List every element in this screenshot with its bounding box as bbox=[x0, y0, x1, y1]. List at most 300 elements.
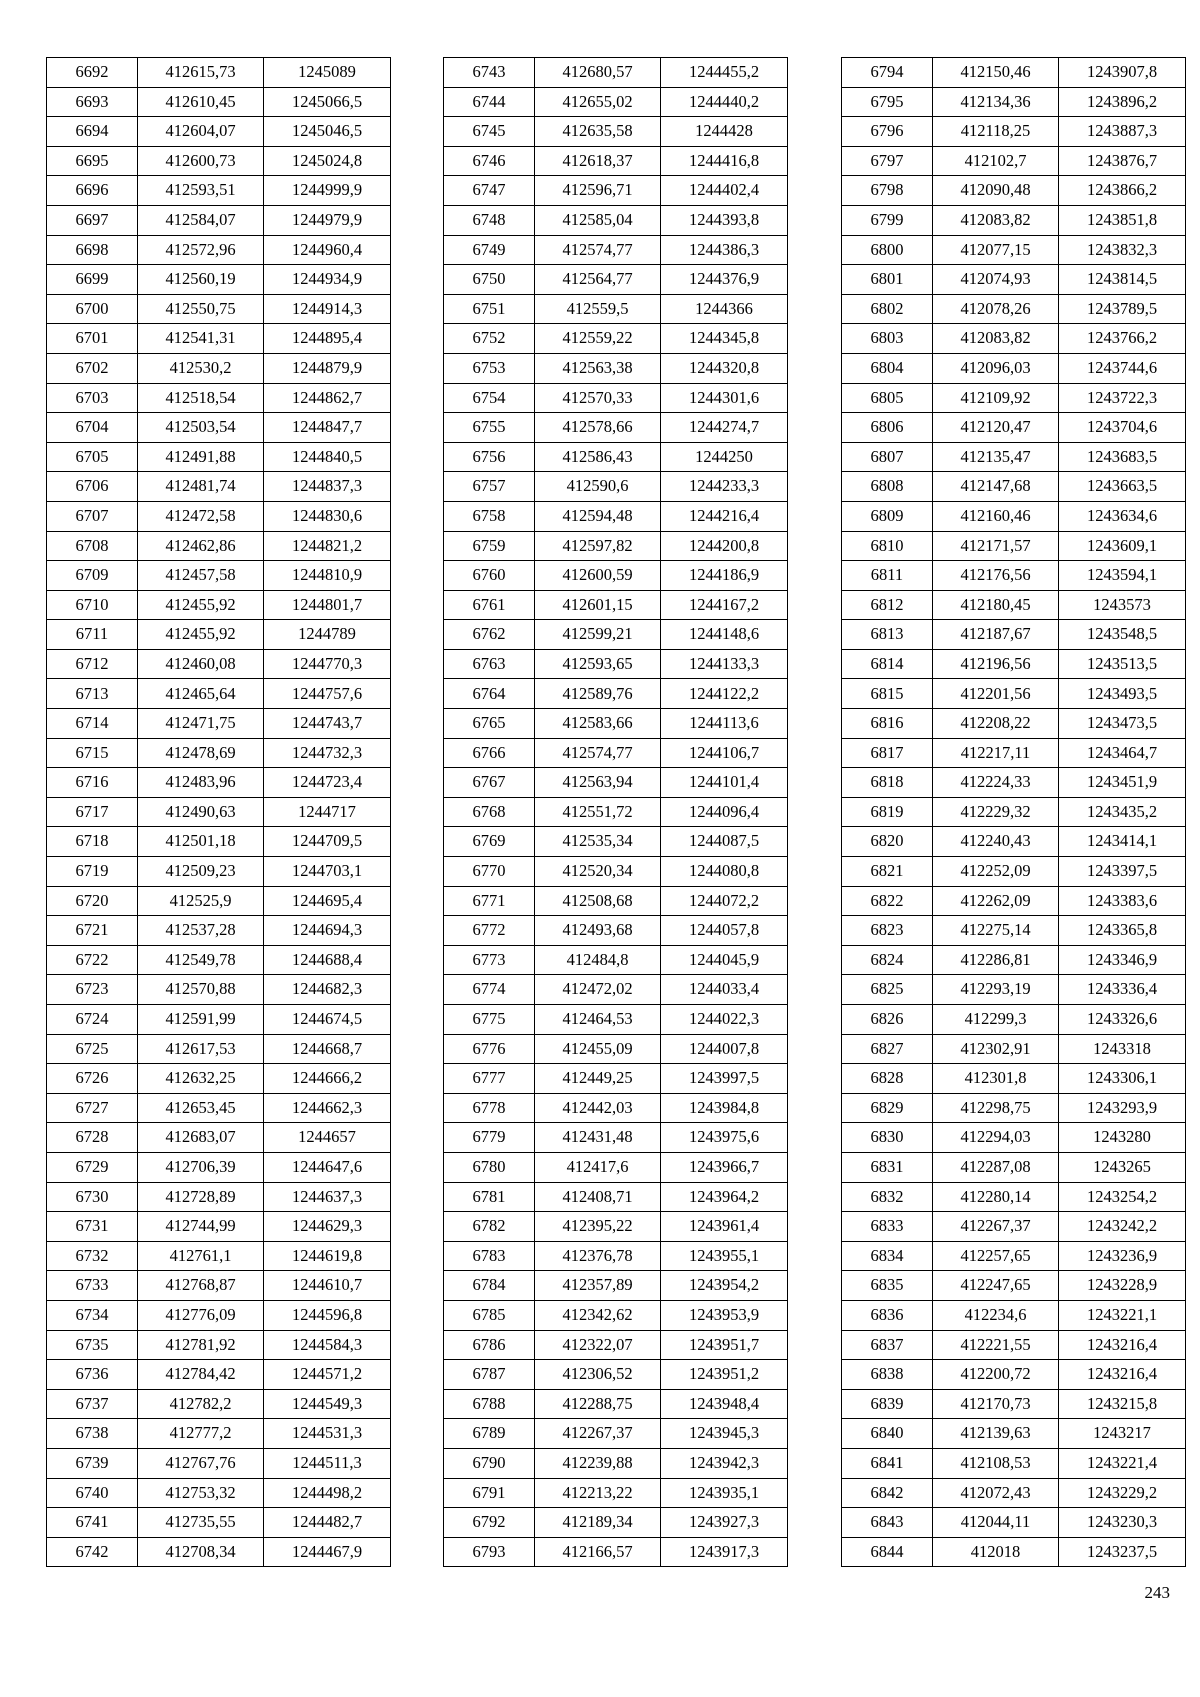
table-row bbox=[47, 738, 391, 768]
x-coordinate-cell: 412680,57 bbox=[535, 58, 661, 88]
x-coordinate-cell: 412559,22 bbox=[535, 324, 661, 354]
y-coordinate-cell: 1244637,3 bbox=[264, 1182, 391, 1212]
y-coordinate-cell: 1244821,2 bbox=[264, 531, 391, 561]
table-row bbox=[47, 1537, 391, 1567]
x-coordinate-cell: 412090,48 bbox=[933, 176, 1059, 206]
point-number-cell: 6692 bbox=[47, 58, 138, 88]
x-coordinate-cell: 412781,92 bbox=[138, 1330, 264, 1360]
x-coordinate-cell: 412551,72 bbox=[535, 797, 661, 827]
x-coordinate-cell: 412635,58 bbox=[535, 117, 661, 147]
point-number-cell: 6810 bbox=[842, 531, 933, 561]
table-row bbox=[842, 709, 1186, 739]
point-number-cell: 6725 bbox=[47, 1034, 138, 1064]
y-coordinate-cell: 1244695,4 bbox=[264, 886, 391, 916]
y-coordinate-cell: 1243984,8 bbox=[661, 1093, 788, 1123]
x-coordinate-cell: 412449,25 bbox=[535, 1064, 661, 1094]
y-coordinate-cell: 1244274,7 bbox=[661, 413, 788, 443]
point-number-cell: 6795 bbox=[842, 87, 933, 117]
x-coordinate-cell: 412455,92 bbox=[138, 620, 264, 650]
y-coordinate-cell: 1244629,3 bbox=[264, 1212, 391, 1242]
x-coordinate-cell: 412109,92 bbox=[933, 383, 1059, 413]
x-coordinate-cell: 412596,71 bbox=[535, 176, 661, 206]
y-coordinate-cell: 1243975,6 bbox=[661, 1123, 788, 1153]
y-coordinate-cell: 1243851,8 bbox=[1059, 205, 1186, 235]
y-coordinate-cell: 1244810,9 bbox=[264, 561, 391, 591]
y-coordinate-cell: 1243683,5 bbox=[1059, 442, 1186, 472]
table-row bbox=[842, 87, 1186, 117]
x-coordinate-cell: 412262,09 bbox=[933, 886, 1059, 916]
point-number-cell: 6784 bbox=[444, 1271, 535, 1301]
table-row bbox=[444, 1212, 788, 1242]
y-coordinate-cell: 1243513,5 bbox=[1059, 649, 1186, 679]
x-coordinate-cell: 412408,71 bbox=[535, 1182, 661, 1212]
y-coordinate-cell: 1243951,2 bbox=[661, 1360, 788, 1390]
table-row bbox=[842, 1330, 1186, 1360]
table-row bbox=[47, 413, 391, 443]
x-coordinate-cell: 412294,03 bbox=[933, 1123, 1059, 1153]
point-number-cell: 6786 bbox=[444, 1330, 535, 1360]
table-row bbox=[842, 442, 1186, 472]
table-row bbox=[842, 205, 1186, 235]
point-number-cell: 6714 bbox=[47, 709, 138, 739]
coordinate-table-2 bbox=[443, 57, 788, 1567]
table-row bbox=[444, 1389, 788, 1419]
x-coordinate-cell: 412267,37 bbox=[933, 1212, 1059, 1242]
y-coordinate-cell: 1243573 bbox=[1059, 590, 1186, 620]
y-coordinate-cell: 1243365,8 bbox=[1059, 916, 1186, 946]
y-coordinate-cell: 1244301,6 bbox=[661, 383, 788, 413]
table-row bbox=[842, 649, 1186, 679]
table-row bbox=[842, 531, 1186, 561]
table-row bbox=[47, 1330, 391, 1360]
y-coordinate-cell: 1244080,8 bbox=[661, 857, 788, 887]
point-number-cell: 6743 bbox=[444, 58, 535, 88]
table-row bbox=[47, 1212, 391, 1242]
y-coordinate-cell: 1243216,4 bbox=[1059, 1360, 1186, 1390]
table-row bbox=[842, 857, 1186, 887]
table-row bbox=[47, 1389, 391, 1419]
y-coordinate-cell: 1243293,9 bbox=[1059, 1093, 1186, 1123]
point-number-cell: 6763 bbox=[444, 649, 535, 679]
point-number-cell: 6701 bbox=[47, 324, 138, 354]
x-coordinate-cell: 412078,26 bbox=[933, 294, 1059, 324]
table-row bbox=[444, 679, 788, 709]
point-number-cell: 6705 bbox=[47, 442, 138, 472]
y-coordinate-cell: 1244743,7 bbox=[264, 709, 391, 739]
table-row bbox=[47, 87, 391, 117]
point-number-cell: 6717 bbox=[47, 797, 138, 827]
point-number-cell: 6716 bbox=[47, 768, 138, 798]
table-row bbox=[444, 916, 788, 946]
x-coordinate-cell: 412508,68 bbox=[535, 886, 661, 916]
table-row bbox=[47, 1478, 391, 1508]
point-number-cell: 6756 bbox=[444, 442, 535, 472]
x-coordinate-cell: 412288,75 bbox=[535, 1389, 661, 1419]
table-row bbox=[444, 235, 788, 265]
table-row bbox=[47, 1300, 391, 1330]
y-coordinate-cell: 1243917,3 bbox=[661, 1537, 788, 1567]
x-coordinate-cell: 412520,34 bbox=[535, 857, 661, 887]
table-row bbox=[842, 886, 1186, 916]
point-number-cell: 6785 bbox=[444, 1300, 535, 1330]
coordinate-table-3 bbox=[841, 57, 1186, 1567]
point-number-cell: 6708 bbox=[47, 531, 138, 561]
point-number-cell: 6741 bbox=[47, 1508, 138, 1538]
point-number-cell: 6735 bbox=[47, 1330, 138, 1360]
table-row bbox=[47, 561, 391, 591]
x-coordinate-cell: 412301,8 bbox=[933, 1064, 1059, 1094]
table-row bbox=[47, 1064, 391, 1094]
x-coordinate-cell: 412653,45 bbox=[138, 1093, 264, 1123]
point-number-cell: 6744 bbox=[444, 87, 535, 117]
x-coordinate-cell: 412761,1 bbox=[138, 1241, 264, 1271]
x-coordinate-cell: 412252,09 bbox=[933, 857, 1059, 887]
point-number-cell: 6799 bbox=[842, 205, 933, 235]
y-coordinate-cell: 1244087,5 bbox=[661, 827, 788, 857]
point-number-cell: 6790 bbox=[444, 1448, 535, 1478]
point-number-cell: 6711 bbox=[47, 620, 138, 650]
x-coordinate-cell: 412593,65 bbox=[535, 649, 661, 679]
point-number-cell: 6715 bbox=[47, 738, 138, 768]
table-row bbox=[444, 1064, 788, 1094]
y-coordinate-cell: 1243242,2 bbox=[1059, 1212, 1186, 1242]
y-coordinate-cell: 1244482,7 bbox=[264, 1508, 391, 1538]
table-row bbox=[444, 324, 788, 354]
table-row bbox=[444, 1330, 788, 1360]
y-coordinate-cell: 1244366 bbox=[661, 294, 788, 324]
table-row bbox=[47, 679, 391, 709]
x-coordinate-cell: 412597,82 bbox=[535, 531, 661, 561]
point-number-cell: 6807 bbox=[842, 442, 933, 472]
point-number-cell: 6827 bbox=[842, 1034, 933, 1064]
table-row bbox=[444, 975, 788, 1005]
table-row bbox=[47, 58, 391, 88]
y-coordinate-cell: 1244647,6 bbox=[264, 1152, 391, 1182]
x-coordinate-cell: 412083,82 bbox=[933, 324, 1059, 354]
x-coordinate-cell: 412491,88 bbox=[138, 442, 264, 472]
point-number-cell: 6818 bbox=[842, 768, 933, 798]
point-number-cell: 6758 bbox=[444, 501, 535, 531]
y-coordinate-cell: 1243814,5 bbox=[1059, 265, 1186, 295]
x-coordinate-cell: 412224,33 bbox=[933, 768, 1059, 798]
point-number-cell: 6792 bbox=[444, 1508, 535, 1538]
y-coordinate-cell: 1244801,7 bbox=[264, 590, 391, 620]
y-coordinate-cell: 1243744,6 bbox=[1059, 353, 1186, 383]
y-coordinate-cell: 1244979,9 bbox=[264, 205, 391, 235]
point-number-cell: 6822 bbox=[842, 886, 933, 916]
point-number-cell: 6811 bbox=[842, 561, 933, 591]
x-coordinate-cell: 412376,78 bbox=[535, 1241, 661, 1271]
y-coordinate-cell: 1244007,8 bbox=[661, 1034, 788, 1064]
x-coordinate-cell: 412275,14 bbox=[933, 916, 1059, 946]
point-number-cell: 6767 bbox=[444, 768, 535, 798]
y-coordinate-cell: 1243228,9 bbox=[1059, 1271, 1186, 1301]
y-coordinate-cell: 1244596,8 bbox=[264, 1300, 391, 1330]
point-number-cell: 6829 bbox=[842, 1093, 933, 1123]
point-number-cell: 6753 bbox=[444, 353, 535, 383]
table-row bbox=[47, 1241, 391, 1271]
x-coordinate-cell: 412287,08 bbox=[933, 1152, 1059, 1182]
point-number-cell: 6739 bbox=[47, 1448, 138, 1478]
x-coordinate-cell: 412585,04 bbox=[535, 205, 661, 235]
x-coordinate-cell: 412493,68 bbox=[535, 916, 661, 946]
y-coordinate-cell: 1243789,5 bbox=[1059, 294, 1186, 324]
y-coordinate-cell: 1243383,6 bbox=[1059, 886, 1186, 916]
point-number-cell: 6754 bbox=[444, 383, 535, 413]
x-coordinate-cell: 412221,55 bbox=[933, 1330, 1059, 1360]
x-coordinate-cell: 412490,63 bbox=[138, 797, 264, 827]
table-row bbox=[47, 649, 391, 679]
table-row bbox=[444, 857, 788, 887]
table-row bbox=[444, 1300, 788, 1330]
x-coordinate-cell: 412563,94 bbox=[535, 768, 661, 798]
table-row bbox=[444, 58, 788, 88]
x-coordinate-cell: 412537,28 bbox=[138, 916, 264, 946]
x-coordinate-cell: 412776,09 bbox=[138, 1300, 264, 1330]
y-coordinate-cell: 1244045,9 bbox=[661, 945, 788, 975]
table-row bbox=[47, 1360, 391, 1390]
point-number-cell: 6707 bbox=[47, 501, 138, 531]
y-coordinate-cell: 1244688,4 bbox=[264, 945, 391, 975]
point-number-cell: 6727 bbox=[47, 1093, 138, 1123]
point-number-cell: 6834 bbox=[842, 1241, 933, 1271]
point-number-cell: 6747 bbox=[444, 176, 535, 206]
table-row bbox=[842, 1123, 1186, 1153]
point-number-cell: 6769 bbox=[444, 827, 535, 857]
x-coordinate-cell: 412083,82 bbox=[933, 205, 1059, 235]
x-coordinate-cell: 412483,96 bbox=[138, 768, 264, 798]
y-coordinate-cell: 1243326,6 bbox=[1059, 1005, 1186, 1035]
y-coordinate-cell: 1244657 bbox=[264, 1123, 391, 1153]
y-coordinate-cell: 1244999,9 bbox=[264, 176, 391, 206]
table-row bbox=[842, 1389, 1186, 1419]
y-coordinate-cell: 1244320,8 bbox=[661, 353, 788, 383]
y-coordinate-cell: 1243346,9 bbox=[1059, 945, 1186, 975]
x-coordinate-cell: 412708,34 bbox=[138, 1537, 264, 1567]
y-coordinate-cell: 1243896,2 bbox=[1059, 87, 1186, 117]
point-number-cell: 6797 bbox=[842, 146, 933, 176]
y-coordinate-cell: 1244531,3 bbox=[264, 1419, 391, 1449]
y-coordinate-cell: 1243964,2 bbox=[661, 1182, 788, 1212]
table-row bbox=[444, 1508, 788, 1538]
table-row bbox=[444, 709, 788, 739]
table-row bbox=[47, 1034, 391, 1064]
table-row bbox=[842, 383, 1186, 413]
y-coordinate-cell: 1245024,8 bbox=[264, 146, 391, 176]
table-row bbox=[842, 768, 1186, 798]
point-number-cell: 6729 bbox=[47, 1152, 138, 1182]
y-coordinate-cell: 1243217 bbox=[1059, 1419, 1186, 1449]
y-coordinate-cell: 1244619,8 bbox=[264, 1241, 391, 1271]
table-row bbox=[47, 353, 391, 383]
x-coordinate-cell: 412604,07 bbox=[138, 117, 264, 147]
y-coordinate-cell: 1243966,7 bbox=[661, 1152, 788, 1182]
x-coordinate-cell: 412472,02 bbox=[535, 975, 661, 1005]
table-row bbox=[842, 1212, 1186, 1242]
point-number-cell: 6823 bbox=[842, 916, 933, 946]
x-coordinate-cell: 412044,11 bbox=[933, 1508, 1059, 1538]
table-row bbox=[842, 235, 1186, 265]
x-coordinate-cell: 412753,32 bbox=[138, 1478, 264, 1508]
x-coordinate-cell: 412187,67 bbox=[933, 620, 1059, 650]
y-coordinate-cell: 1243237,5 bbox=[1059, 1537, 1186, 1567]
point-number-cell: 6794 bbox=[842, 58, 933, 88]
table-row bbox=[47, 975, 391, 1005]
x-coordinate-cell: 412574,77 bbox=[535, 235, 661, 265]
point-number-cell: 6760 bbox=[444, 561, 535, 591]
y-coordinate-cell: 1244723,4 bbox=[264, 768, 391, 798]
table-row bbox=[842, 1152, 1186, 1182]
table-row bbox=[842, 1300, 1186, 1330]
page-number: 243 bbox=[1144, 1583, 1170, 1602]
table-row bbox=[47, 294, 391, 324]
point-number-cell: 6703 bbox=[47, 383, 138, 413]
x-coordinate-cell: 412584,07 bbox=[138, 205, 264, 235]
y-coordinate-cell: 1244096,4 bbox=[661, 797, 788, 827]
table-row bbox=[444, 1419, 788, 1449]
point-number-cell: 6837 bbox=[842, 1330, 933, 1360]
x-coordinate-cell: 412503,54 bbox=[138, 413, 264, 443]
y-coordinate-cell: 1244674,5 bbox=[264, 1005, 391, 1035]
y-coordinate-cell: 1244934,9 bbox=[264, 265, 391, 295]
x-coordinate-cell: 412077,15 bbox=[933, 235, 1059, 265]
table-row bbox=[47, 265, 391, 295]
table-row bbox=[842, 827, 1186, 857]
y-coordinate-cell: 1243663,5 bbox=[1059, 472, 1186, 502]
y-coordinate-cell: 1244416,8 bbox=[661, 146, 788, 176]
table-row bbox=[444, 1537, 788, 1567]
point-number-cell: 6742 bbox=[47, 1537, 138, 1567]
x-coordinate-cell: 412200,72 bbox=[933, 1360, 1059, 1390]
point-number-cell: 6821 bbox=[842, 857, 933, 887]
x-coordinate-cell: 412102,7 bbox=[933, 146, 1059, 176]
x-coordinate-cell: 412767,76 bbox=[138, 1448, 264, 1478]
point-number-cell: 6770 bbox=[444, 857, 535, 887]
table-row bbox=[842, 1478, 1186, 1508]
y-coordinate-cell: 1243336,4 bbox=[1059, 975, 1186, 1005]
table-row bbox=[842, 1241, 1186, 1271]
x-coordinate-cell: 412460,08 bbox=[138, 649, 264, 679]
x-coordinate-cell: 412189,34 bbox=[535, 1508, 661, 1538]
table-row bbox=[842, 146, 1186, 176]
x-coordinate-cell: 412120,47 bbox=[933, 413, 1059, 443]
y-coordinate-cell: 1243887,3 bbox=[1059, 117, 1186, 147]
point-number-cell: 6693 bbox=[47, 87, 138, 117]
point-number-cell: 6778 bbox=[444, 1093, 535, 1123]
table-row bbox=[444, 265, 788, 295]
point-number-cell: 6796 bbox=[842, 117, 933, 147]
x-coordinate-cell: 412589,76 bbox=[535, 679, 661, 709]
table-row bbox=[842, 324, 1186, 354]
table-row bbox=[47, 205, 391, 235]
point-number-cell: 6800 bbox=[842, 235, 933, 265]
point-number-cell: 6745 bbox=[444, 117, 535, 147]
point-number-cell: 6719 bbox=[47, 857, 138, 887]
table-row bbox=[47, 768, 391, 798]
table-row bbox=[47, 531, 391, 561]
y-coordinate-cell: 1243221,1 bbox=[1059, 1300, 1186, 1330]
point-number-cell: 6774 bbox=[444, 975, 535, 1005]
y-coordinate-cell: 1243997,5 bbox=[661, 1064, 788, 1094]
point-number-cell: 6759 bbox=[444, 531, 535, 561]
y-coordinate-cell: 1245089 bbox=[264, 58, 391, 88]
table-row bbox=[47, 472, 391, 502]
table-row bbox=[444, 649, 788, 679]
y-coordinate-cell: 1244455,2 bbox=[661, 58, 788, 88]
table-row bbox=[842, 1064, 1186, 1094]
point-number-cell: 6835 bbox=[842, 1271, 933, 1301]
x-coordinate-cell: 412484,8 bbox=[535, 945, 661, 975]
y-coordinate-cell: 1244498,2 bbox=[264, 1478, 391, 1508]
table-row bbox=[842, 1508, 1186, 1538]
table-row bbox=[842, 353, 1186, 383]
x-coordinate-cell: 412139,63 bbox=[933, 1419, 1059, 1449]
y-coordinate-cell: 1244393,8 bbox=[661, 205, 788, 235]
x-coordinate-cell: 412462,86 bbox=[138, 531, 264, 561]
y-coordinate-cell: 1244757,6 bbox=[264, 679, 391, 709]
x-coordinate-cell: 412180,45 bbox=[933, 590, 1059, 620]
x-coordinate-cell: 412239,88 bbox=[535, 1448, 661, 1478]
x-coordinate-cell: 412784,42 bbox=[138, 1360, 264, 1390]
table-row bbox=[444, 383, 788, 413]
point-number-cell: 6798 bbox=[842, 176, 933, 206]
x-coordinate-cell: 412481,74 bbox=[138, 472, 264, 502]
x-coordinate-cell: 412457,58 bbox=[138, 561, 264, 591]
x-coordinate-cell: 412176,56 bbox=[933, 561, 1059, 591]
x-coordinate-cell: 412593,51 bbox=[138, 176, 264, 206]
y-coordinate-cell: 1243451,9 bbox=[1059, 768, 1186, 798]
point-number-cell: 6765 bbox=[444, 709, 535, 739]
table-row bbox=[842, 679, 1186, 709]
y-coordinate-cell: 1243473,5 bbox=[1059, 709, 1186, 739]
x-coordinate-cell: 412357,89 bbox=[535, 1271, 661, 1301]
point-number-cell: 6694 bbox=[47, 117, 138, 147]
x-coordinate-cell: 412160,46 bbox=[933, 501, 1059, 531]
y-coordinate-cell: 1244830,6 bbox=[264, 501, 391, 531]
table-row bbox=[444, 1182, 788, 1212]
x-coordinate-cell: 412600,59 bbox=[535, 561, 661, 591]
point-number-cell: 6809 bbox=[842, 501, 933, 531]
y-coordinate-cell: 1243265 bbox=[1059, 1152, 1186, 1182]
y-coordinate-cell: 1243464,7 bbox=[1059, 738, 1186, 768]
table-row bbox=[842, 413, 1186, 443]
point-number-cell: 6755 bbox=[444, 413, 535, 443]
table-row bbox=[842, 1360, 1186, 1390]
table-row bbox=[47, 590, 391, 620]
y-coordinate-cell: 1243953,9 bbox=[661, 1300, 788, 1330]
point-number-cell: 6751 bbox=[444, 294, 535, 324]
point-number-cell: 6734 bbox=[47, 1300, 138, 1330]
table-row bbox=[47, 857, 391, 887]
table-row bbox=[444, 797, 788, 827]
point-number-cell: 6698 bbox=[47, 235, 138, 265]
point-number-cell: 6724 bbox=[47, 1005, 138, 1035]
table-row bbox=[47, 235, 391, 265]
x-coordinate-cell: 412591,99 bbox=[138, 1005, 264, 1035]
table-row bbox=[47, 797, 391, 827]
y-coordinate-cell: 1244113,6 bbox=[661, 709, 788, 739]
point-number-cell: 6826 bbox=[842, 1005, 933, 1035]
y-coordinate-cell: 1244216,4 bbox=[661, 501, 788, 531]
point-number-cell: 6819 bbox=[842, 797, 933, 827]
table-row bbox=[842, 590, 1186, 620]
x-coordinate-cell: 412293,19 bbox=[933, 975, 1059, 1005]
y-coordinate-cell: 1244571,2 bbox=[264, 1360, 391, 1390]
y-coordinate-cell: 1243236,9 bbox=[1059, 1241, 1186, 1271]
y-coordinate-cell: 1243766,2 bbox=[1059, 324, 1186, 354]
table-row bbox=[444, 413, 788, 443]
x-coordinate-cell: 412549,78 bbox=[138, 945, 264, 975]
